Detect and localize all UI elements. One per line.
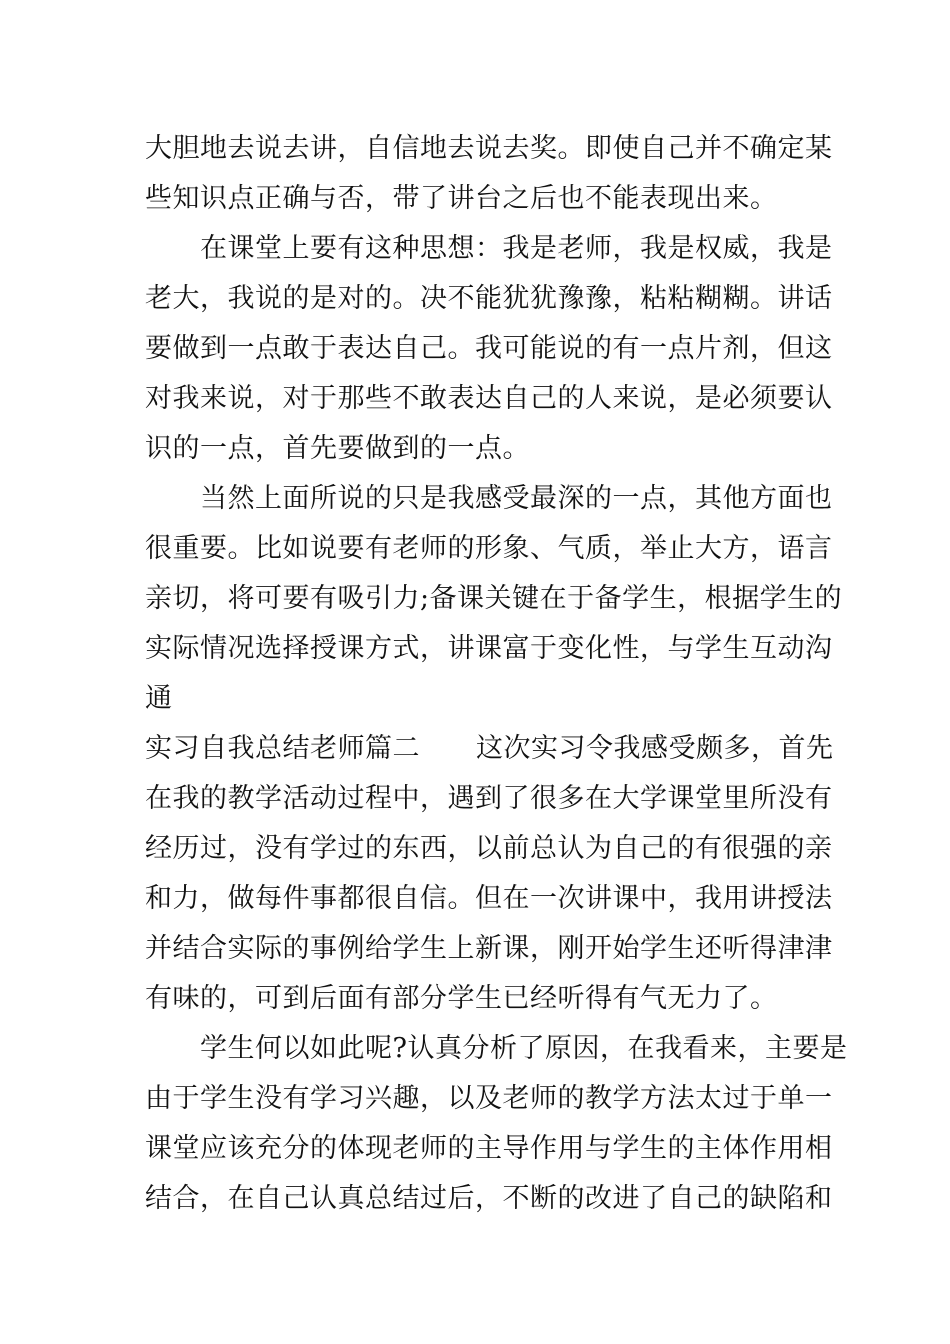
text-line: 识的一点，首先要做到的一点。 xyxy=(145,433,530,464)
text-line: 些知识点正确与否，带了讲台之后也不能表现出来。 xyxy=(145,183,778,214)
text-line: 实际情况选择授课方式，讲课富于变化性，与学生互动沟 xyxy=(145,633,833,664)
paragraph-first-line: 学生何以如此呢?认真分析了原因，在我看来，主要是 xyxy=(200,1033,848,1064)
text-line: 经历过，没有学过的东西，以前总认为自己的有很强的亲 xyxy=(145,833,833,864)
text-line: 通 xyxy=(145,683,173,714)
text-line: 在我的教学活动过程中，遇到了很多在大学课堂里所没有 xyxy=(145,783,833,814)
text-line: 和力，做每件事都很自信。但在一次讲课中，我用讲授法 xyxy=(145,883,833,914)
text-line: 亲切，将可要有吸引力;备课关键在于备学生，根据学生的 xyxy=(145,583,843,614)
text-line: 结合，在自己认真总结过后，不断的改进了自己的缺陷和 xyxy=(145,1183,833,1214)
text-line: 课堂应该充分的体现老师的主导作用与学生的主体作用相 xyxy=(145,1133,833,1164)
text-line: 由于学生没有学习兴趣，以及老师的教学方法太过于单一 xyxy=(145,1083,833,1114)
text-line: 对我来说，对于那些不敢表达自己的人来说，是必须要认 xyxy=(145,383,833,414)
text-line: 要做到一点敢于表达自己。我可能说的有一点片剂，但这 xyxy=(145,333,833,364)
text-line: 有味的，可到后面有部分学生已经听得有气无力了。 xyxy=(145,983,778,1014)
text-line: 很重要。比如说要有老师的形象、气质，举止大方，语言 xyxy=(145,533,833,564)
text-line: 并结合实际的事例给学生上新课，刚开始学生还听得津津 xyxy=(145,933,833,964)
paragraph-first-line: 当然上面所说的只是我感受最深的一点，其他方面也 xyxy=(200,483,833,514)
section-intro-text: 这次实习令我感受颇多，首先 xyxy=(476,733,834,764)
text-line: 老大，我说的是对的。决不能犹犹豫豫，粘粘糊糊。讲话 xyxy=(145,283,833,314)
text-line: 大胆地去说去讲，自信地去说去奖。即使自己并不确定某 xyxy=(145,133,833,164)
paragraph-first-line: 在课堂上要有这种思想：我是老师，我是权威，我是 xyxy=(200,233,833,264)
section-line xyxy=(145,732,834,766)
section-heading: 实习自我总结老师篇二 xyxy=(145,733,420,764)
